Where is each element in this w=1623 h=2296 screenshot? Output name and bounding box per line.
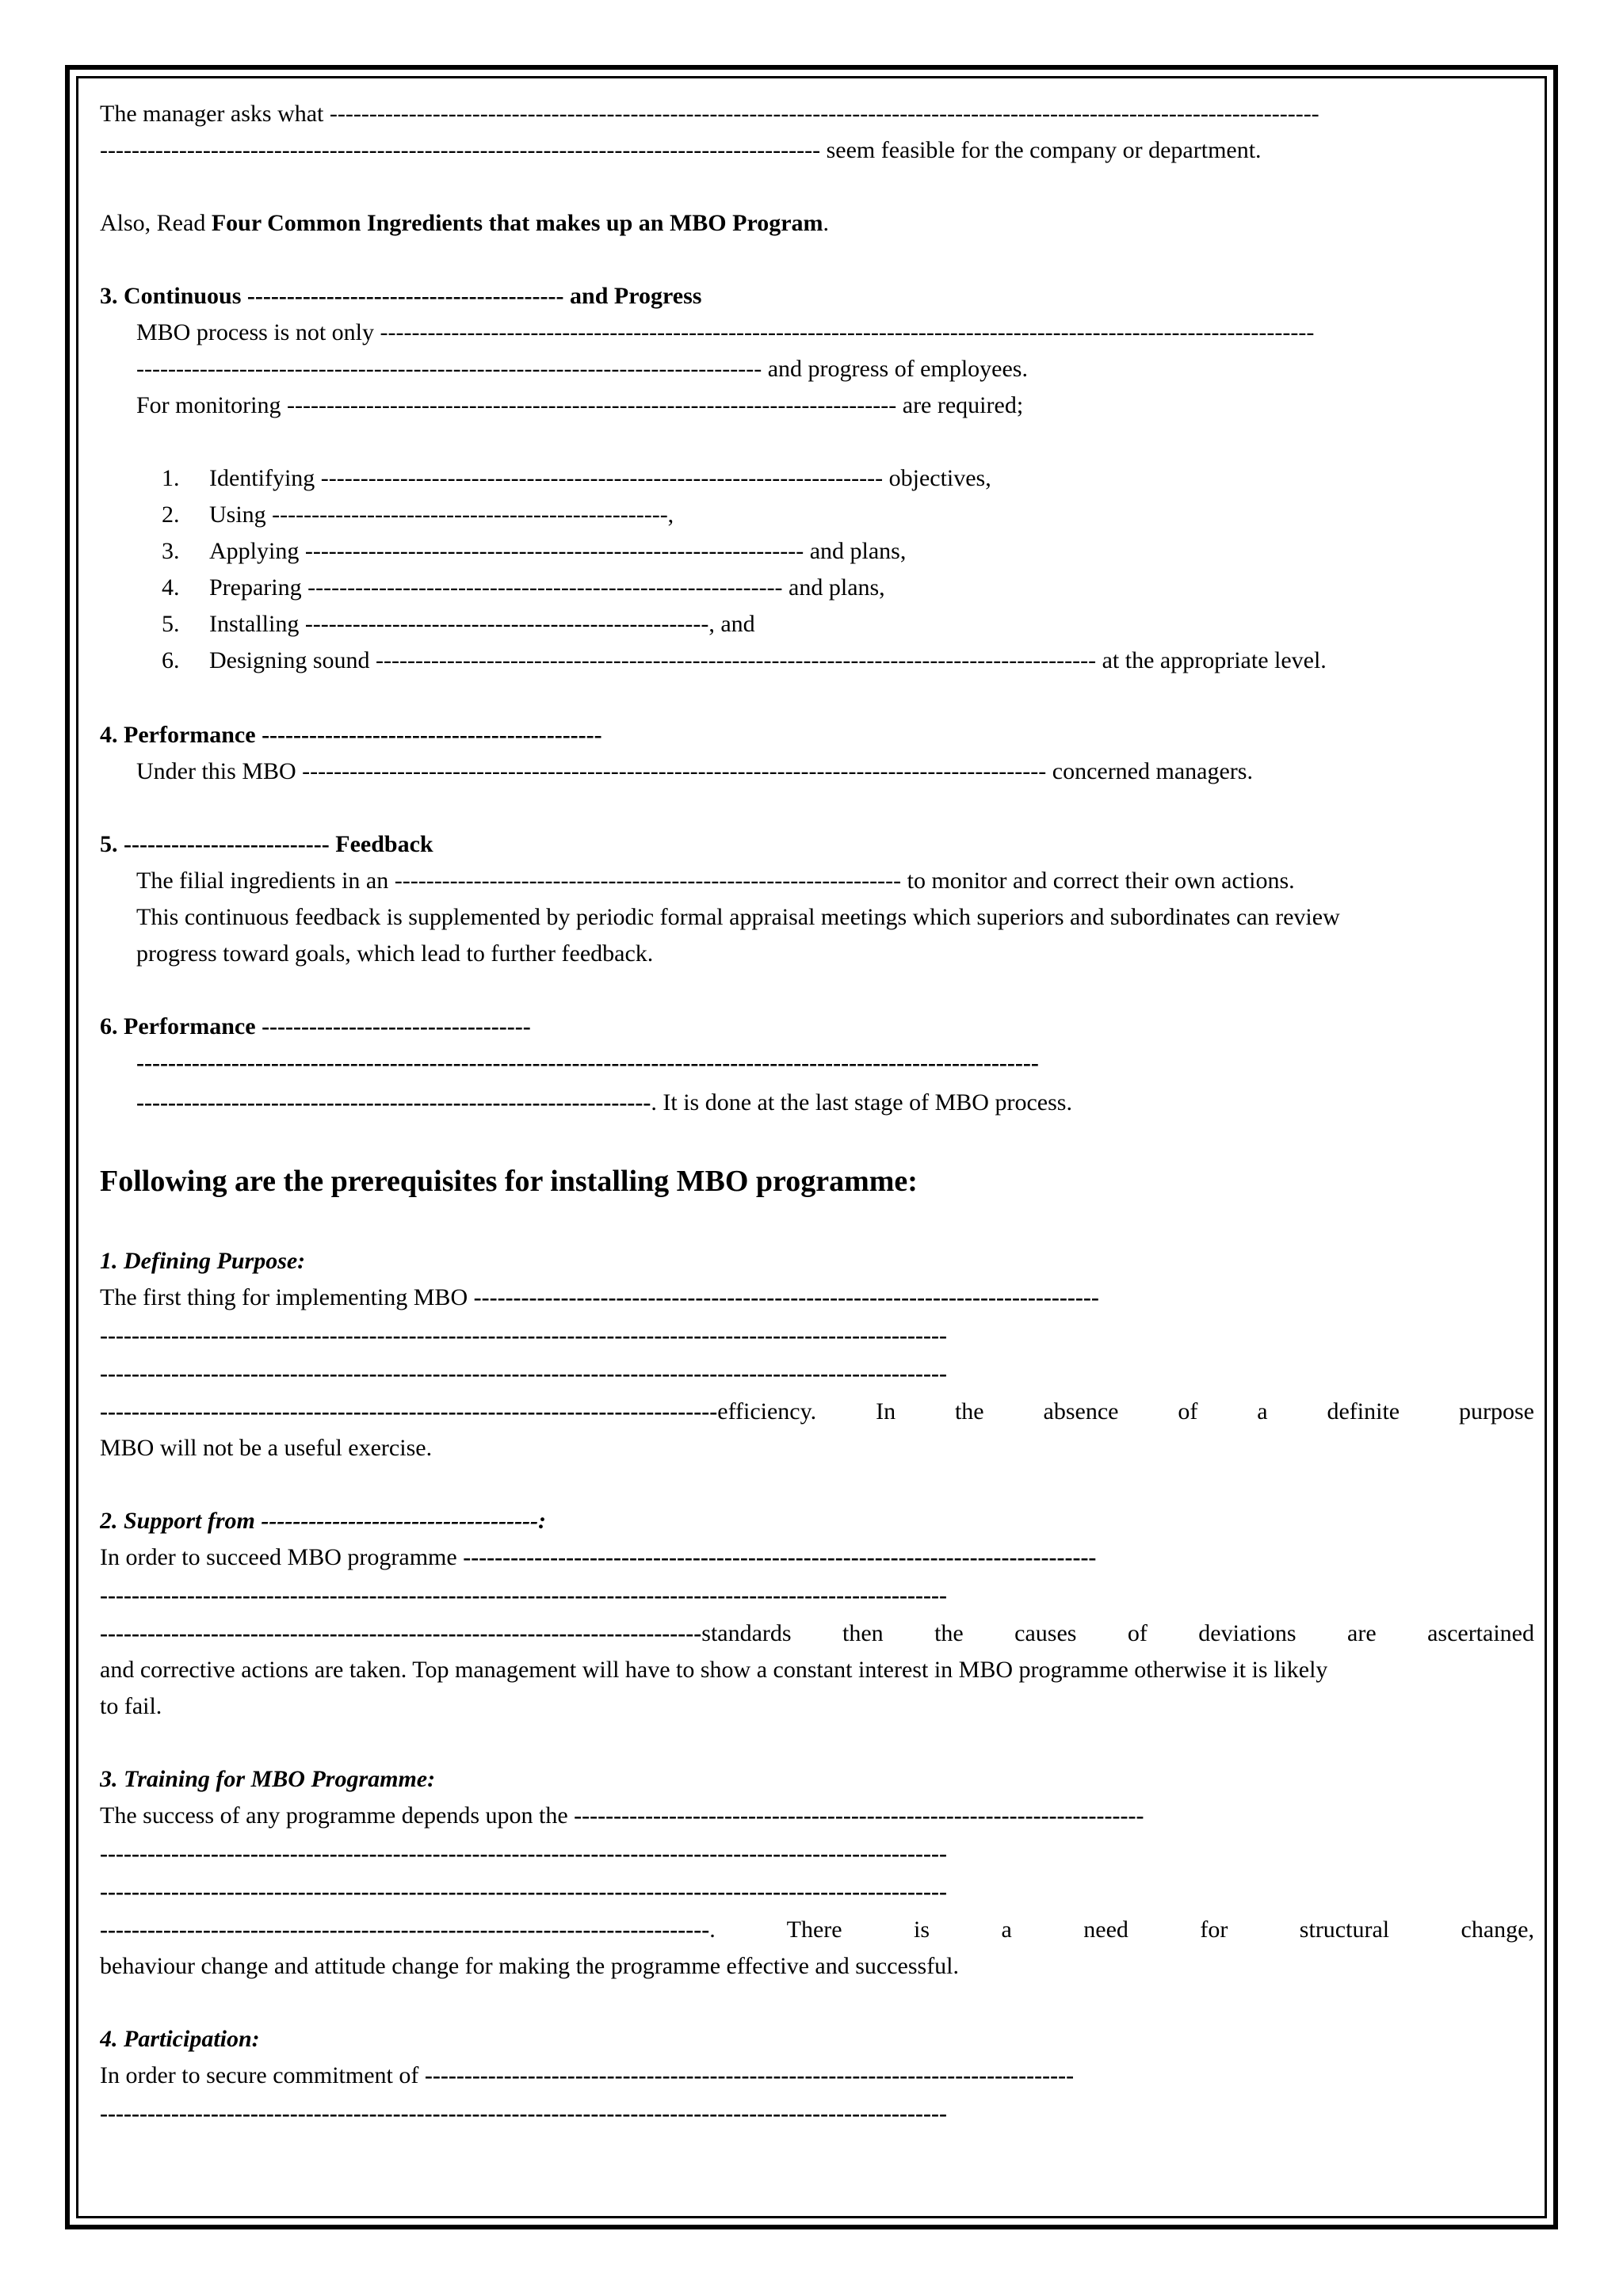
text-line [100,1282,1099,1314]
text-line [100,1800,1144,1832]
text-fragment: The first thing for implementing MBO [100,1284,474,1310]
list-item [162,608,755,640]
text-line [100,2060,1074,2092]
text-fragment: Also, Read [100,210,212,236]
list-item [162,645,1327,677]
text-fragment: 5. -------------------------- [100,831,336,857]
prerequisites-heading: Following are the prerequisites for installing MBO programme: [100,1165,918,1198]
text-line: ----------------------------------------------------------------------------------------------------------- [100,2100,947,2126]
text-fragment: efficiency. In the absence of a definite purpose [717,1398,1534,1425]
text-fragment: ------------------------------------------------------------------------------- [473,1284,1099,1310]
text-line: ------------------------------------------------------------------------------------------- seem feasible for the company or department. [100,137,1262,163]
list-text: Preparing ------------------------------------------------------------ and plans, [209,574,885,601]
text-fragment: The success of any programme depends upon the [100,1802,575,1829]
section-title-feedback [100,829,433,860]
text-fragment: . There is a need for structural change, [709,1917,1534,1943]
list-item [162,536,906,567]
text-fragment: ---------------------------------------------------------------------------- [100,1620,702,1646]
subsection-title-defining-purpose: 1. Defining Purpose: [100,1248,306,1274]
list-text: Installing ---------------------------------------------------, and [209,611,755,637]
text-line: For monitoring ----------------------------------------------------------------------------- are required; [136,392,1024,418]
list-text: Designing sound ------------------------------------------------------------------------------------------- at the appropriate level. [209,647,1327,673]
list-number: 1. [162,465,180,491]
subsection-title-training: 3. Training for MBO Programme: [100,1766,436,1792]
text-line [100,1542,1096,1573]
text-line: The filial ingredients in an ---------------------------------------------------------------- to monitor and correct their own actions. [136,868,1295,894]
list-text: Identifying ----------------------------------------------------------------------- objectives, [209,465,991,491]
text-fragment: ------------------------------------------------------------------------ [574,1802,1144,1829]
text-fragment: -------------------------------------------------------------------------------- [463,1544,1097,1570]
text-fragment: ------------------------------------------------------------------------------ [100,1398,718,1425]
text-fragment: In order to secure commitment of [100,2062,425,2088]
list-item [162,572,885,604]
text-line [100,1396,1534,1428]
text-line: ----------------------------------------------------------------------------------------------------------- [100,1840,947,1867]
text-fragment: ---------------------------------------------------------------------------------- [424,2062,1075,2088]
text-line [100,1618,1534,1650]
text-fragment: ----------------------------------------------------------------------------- [100,1917,710,1943]
text-fragment: . [823,210,830,236]
text-line: Under this MBO ---------------------------------------------------------------------------------------------- concerned managers. [136,758,1253,784]
text-fragment: ----------------------------------------------------------------- [136,1089,651,1116]
text-line: ----------------------------------------------------------------------------------------------------------- [100,1360,947,1386]
text-line: ----------------------------------------------------------------------------------------------------------- [100,1878,947,1905]
text-fragment: In order to succeed MBO programme [100,1544,464,1570]
text-line: progress toward goals, which lead to further feedback. [136,940,654,967]
text-line: to fail. [100,1693,162,1719]
list-number: 6. [162,647,180,673]
text-line: and corrective actions are taken. Top management will have to show a constant interest in MBO programme otherwise it is likely [100,1657,1328,1683]
list-number: 5. [162,611,180,637]
list-number: 2. [162,502,180,528]
subsection-title-participation: 4. Participation: [100,2026,260,2052]
section-title-performance: 4. Performance ------------------------------------------- [100,722,602,748]
text-line: This continuous feedback is supplemented by periodic formal appraisal meetings which superiors and subordinates can review [136,904,1340,930]
text-line: ----------------------------------------------------------------------------------------------------------- [100,1582,947,1608]
section-title-continuous: 3. Continuous ---------------------------------------- and Progress [100,283,702,309]
list-number: 3. [162,538,180,564]
list-text: Using --------------------------------------------------, [209,502,674,528]
text-fragment: . It is done at the last stage of MBO process. [651,1089,1072,1116]
article-reference: Four Common Ingredients that makes up an MBO Program [211,210,823,236]
text-line [100,1914,1534,1946]
subsection-title-support: 2. Support from -----------------------------------: [100,1508,547,1534]
text-line [136,1087,1072,1119]
text-fragment: Feedback [335,831,433,857]
list-text: Applying --------------------------------------------------------------- and plans, [209,538,907,564]
text-line: ----------------------------------------------------------------------------------------------------------- [100,1322,947,1348]
list-item [162,463,991,494]
text-fragment: standards then the causes of deviations are ascertained [701,1620,1534,1646]
text-line [100,208,829,239]
list-number: 4. [162,574,180,601]
text-line: ------------------------------------------------------------------------------- and progress of employees. [136,356,1028,382]
text-line: The manager asks what ----------------------------------------------------------------------------------------------------------------------------- [100,101,1319,127]
text-line: MBO will not be a useful exercise. [100,1435,433,1461]
text-line: MBO process is not only ---------------------------------------------------------------------------------------------------------------------- [136,319,1315,345]
section-title-performance-appraisal: 6. Performance ---------------------------------- [100,1013,531,1039]
text-line: behaviour change and attitude change for making the programme effective and successful. [100,1953,960,1979]
text-line: ------------------------------------------------------------------------------------------------------------------ [136,1050,1039,1076]
list-item [162,499,674,531]
